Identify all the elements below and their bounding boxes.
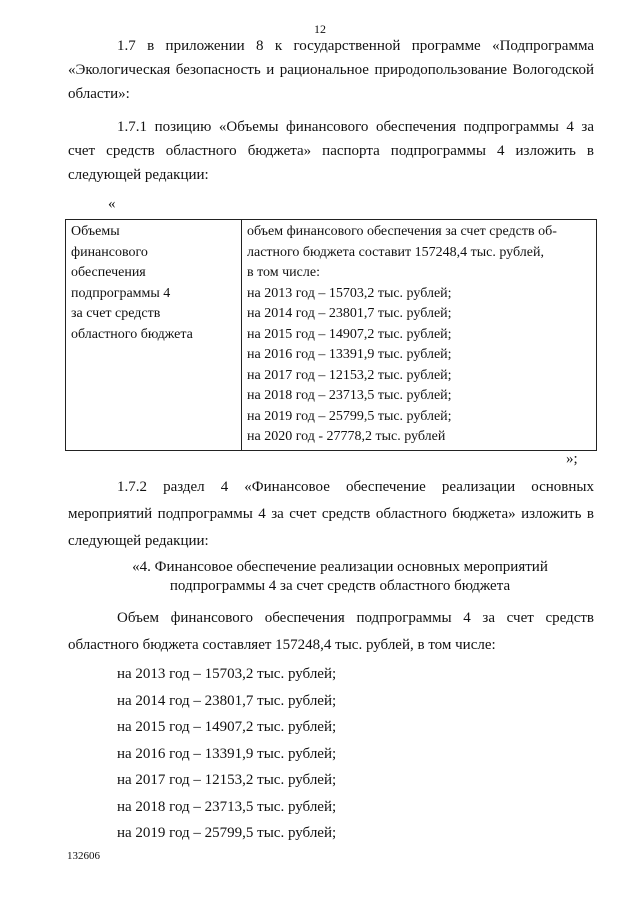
table-right-line: объем финансового обеспечения за счет средств об- [247,224,557,239]
table-right-line: на 2018 год – 23713,5 тыс. рублей; [247,388,452,403]
paragraph-1-7: 1.7 в приложении 8 к государственной программе «Подпрограмма «Экологическая безопасность и рациональное природопользование Вологодской области»: [68,38,594,102]
list-item: на 2019 год – 25799,5 тыс. рублей; [117,825,337,841]
table-right-line: в том числе: [247,265,320,280]
list-item: на 2015 год – 14907,2 тыс. рублей; [117,719,337,735]
table-right-line: на 2014 год – 23801,7 тыс. рублей; [247,306,452,321]
table-cell-label [66,220,242,451]
table-right-line: на 2020 год - 27778,2 тыс. рублей [247,429,446,444]
page-number: 12 [314,22,326,36]
table-left-line: финансового [71,244,148,260]
paragraph-1-7-1: 1.7.1 позицию «Объемы финансового обеспечения подпрограммы 4 за счет средств областного бюджета» паспорта подпрограммы 4 изложить в следующей редакции: [68,119,594,183]
list-item: на 2016 год – 13391,9 тыс. рублей; [117,745,337,762]
financing-table [65,219,597,451]
table-right-line: на 2013 год – 15703,2 тыс. рублей; [247,285,452,301]
table-right-line: на 2019 год – 25799,5 тыс. рублей; [247,408,452,424]
table-left-line: обеспечения [71,265,146,280]
paragraph-1-7-2: 1.7.2 раздел 4 «Финансовое обеспечение реализации основных мероприятий подпрограммы 4 за счет средств областного бюджета» изложить в следующей редакции: [68,479,594,549]
table-left-line: за счет средств [71,306,161,321]
table-right-line: на 2015 год – 14907,2 тыс. рублей; [247,326,452,342]
table-right-line: на 2016 год – 13391,9 тыс. рублей; [247,347,452,362]
year-financing-list [117,661,336,847]
table-left-line: Объемы [71,224,120,239]
table-right-line: ластного бюджета составит 157248,4 тыс. рублей, [247,244,544,260]
table-row [66,220,597,451]
list-item: на 2014 год – 23801,7 тыс. рублей; [117,692,337,709]
table-cell-value [242,220,597,451]
list-item: на 2018 год – 23713,5 тыс. рублей; [117,798,337,815]
table-left-line: областного бюджета [71,326,193,342]
table-right-line: на 2017 год – 12153,2 тыс. рублей; [247,367,452,383]
quote-close-mark: »; [566,451,578,467]
list-item: на 2013 год – 15703,2 тыс. рублей; [117,666,337,682]
list-item: на 2017 год – 12153,2 тыс. рублей; [117,772,337,788]
section-heading: «4. Финансовое обеспечение реализации основных мероприятий подпрограммы 4 за счет средств областного бюджета [132,559,548,594]
table-left-line: подпрограммы 4 [71,285,171,301]
quote-open-mark: « [108,196,116,212]
paragraph-total-financing: Объем финансового обеспечения подпрограммы 4 за счет средств областного бюджета составляет 157248,4 тыс. рублей, в том числе: [68,610,594,653]
footer-document-code: 132606 [67,850,100,862]
